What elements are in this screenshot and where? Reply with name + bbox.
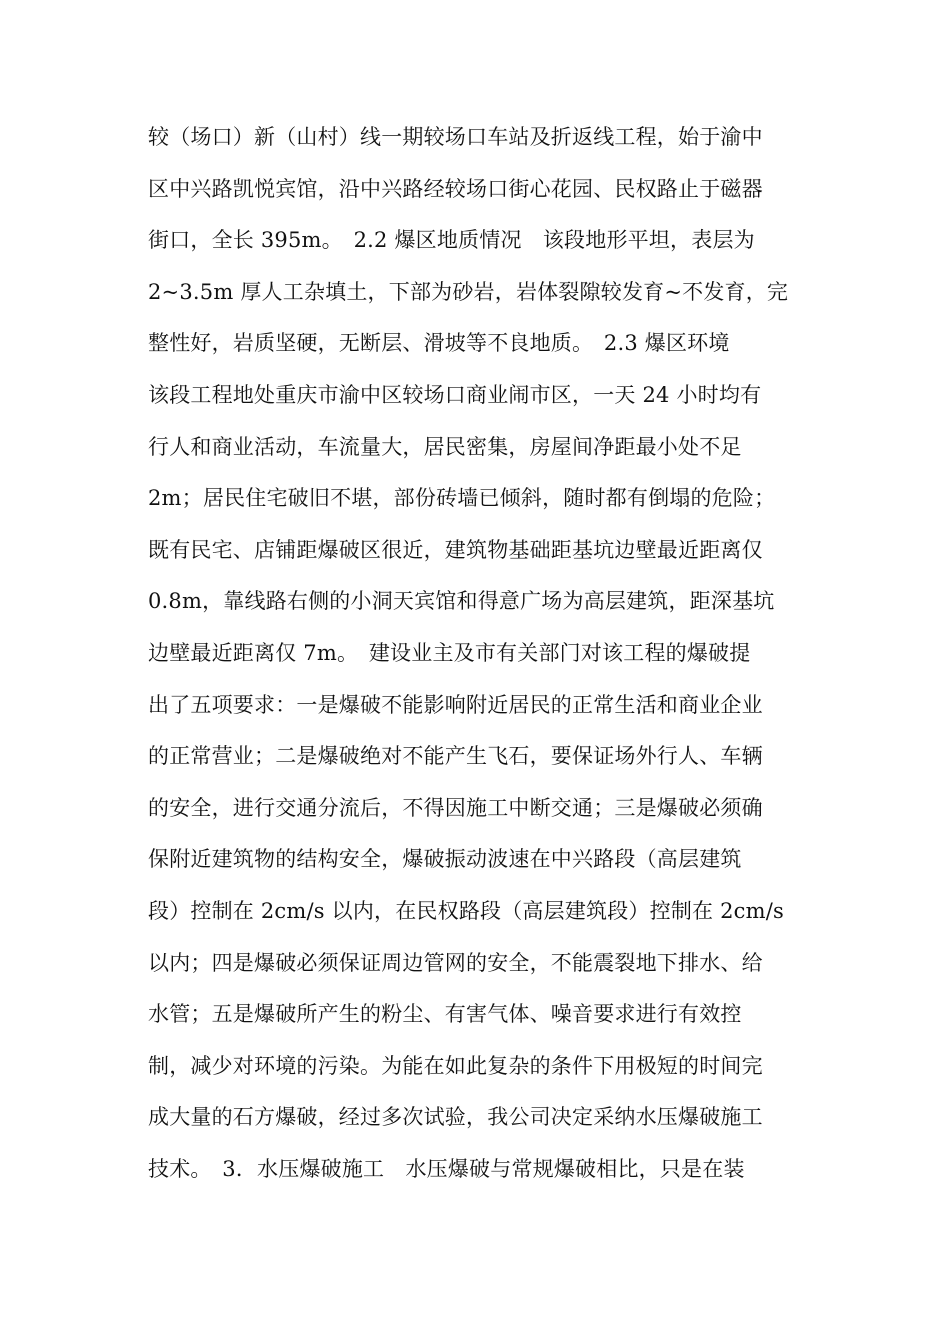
text-line: 0.8m，靠线路右侧的小洞天宾馆和得意广场为高层建筑，距深基坑 xyxy=(148,589,775,614)
text-line: 水管；五是爆破所产生的粉尘、有害气体、噪音要求进行有效控 xyxy=(148,1002,742,1027)
text-line: 段）控制在 2cm/s 以内，在民权路段（高层建筑段）控制在 2cm/s xyxy=(148,898,784,923)
text-line: 的安全，进行交通分流后，不得因施工中断交通；三是爆破必须确 xyxy=(148,795,763,820)
text-line: 既有民宅、店铺距爆破区很近，建筑物基础距基坑边壁最近距离仅 xyxy=(148,537,763,562)
text-line: 行人和商业活动，车流量大，居民密集，房屋间净距最小处不足 xyxy=(148,434,742,459)
text-line: 成大量的石方爆破，经过多次试验，我公司决定采纳水压爆破施工 xyxy=(148,1105,763,1130)
body-text xyxy=(148,118,808,1201)
text-line: 制，减少对环境的污染。为能在如此复杂的条件下用极短的时间完 xyxy=(148,1053,763,1078)
text-line: 保附近建筑物的结构安全，爆破振动波速在中兴路段（高层建筑 xyxy=(148,847,742,872)
text-line: 区中兴路凯悦宾馆，沿中兴路经较场口街心花园、民权路止于磁器 xyxy=(148,176,763,201)
text-line: 较（场口）新（山村）线一期较场口车站及折返线工程，始于渝中 xyxy=(148,125,763,149)
text-line: 2~3.5m 厚人工杂填土，下部为砂岩，岩体裂隙较发育~不发育，完 xyxy=(148,279,789,304)
text-line: 出了五项要求：一是爆破不能影响附近居民的正常生活和商业企业 xyxy=(148,692,763,717)
text-line: 街口，全长 395m。 2.2 爆区地质情况 该段地形平坦，表层为 xyxy=(148,228,755,253)
text-line: 以内；四是爆破必须保证周边管网的安全，不能震裂地下排水、给 xyxy=(148,950,763,975)
text-line: 的正常营业；二是爆破绝对不能产生飞石，要保证场外行人、车辆 xyxy=(148,744,763,769)
text-line: 2m；居民住宅破旧不堪，部份砖墙已倾斜，随时都有倒塌的危险； xyxy=(148,486,776,511)
text-line: 边壁最近距离仅 7m。 建设业主及市有关部门对该工程的爆破提 xyxy=(148,640,751,665)
text-line: 整性好，岩质坚硬，无断层、滑坡等不良地质。 2.3 爆区环境 xyxy=(148,331,730,356)
text-line: 技术。 3．水压爆破施工 水压爆破与常规爆破相比，只是在装 xyxy=(148,1156,745,1181)
text-line: 该段工程地处重庆市渝中区较场口商业闹市区，一天 24 小时均有 xyxy=(148,382,762,407)
